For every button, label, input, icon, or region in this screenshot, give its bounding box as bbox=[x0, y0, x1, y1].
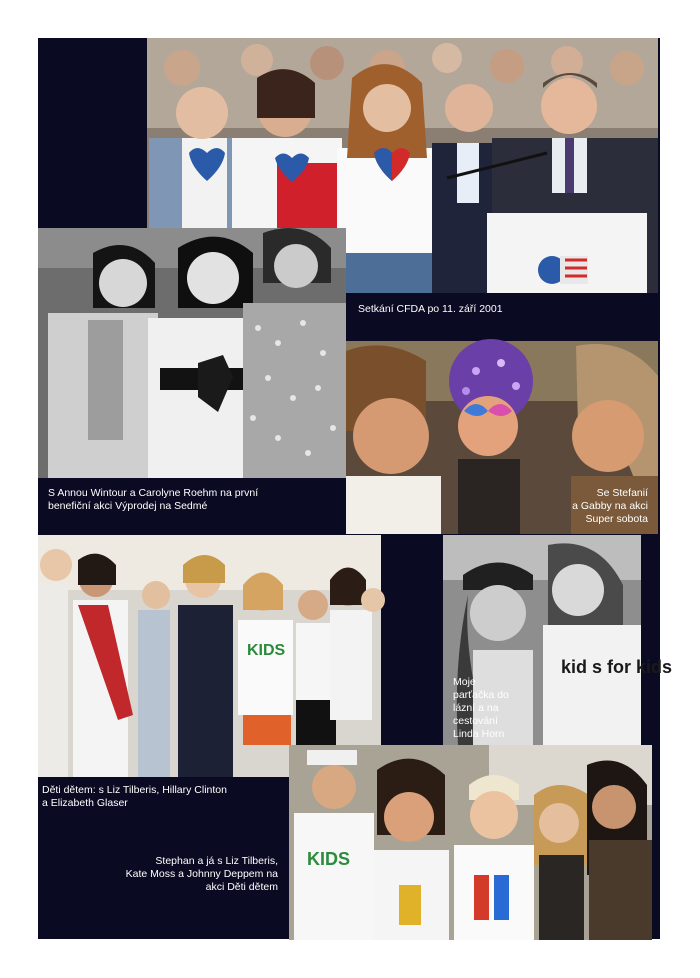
caption-kids-line-1: Děti dětem: s Liz Tilberis, Hillary Clinton bbox=[42, 784, 227, 796]
caption-wintour-line-1: S Annou Wintour a Carolyne Roehm na první bbox=[48, 487, 259, 499]
caption-wintour-roehm bbox=[48, 487, 258, 513]
kids-shirt-print-2: KIDS bbox=[307, 849, 351, 869]
caption-stefanie-gabby bbox=[520, 487, 648, 526]
kid-for-kids-shirt-print: kid s for kids bbox=[561, 657, 673, 677]
photo-kids-for-kids-clinton bbox=[38, 535, 381, 777]
caption-stephan-line-2: Kate Moss a Johnny Deppem na bbox=[125, 868, 278, 880]
caption-stefanie-line-3: Super sobota bbox=[585, 513, 648, 525]
caption-cfda bbox=[358, 303, 503, 316]
caption-linda-line-4: cestování bbox=[453, 715, 498, 727]
kids-shirt-print-1: KIDS bbox=[247, 642, 286, 659]
caption-cfda-line: Setkání CFDA po 11. září 2001 bbox=[358, 303, 503, 315]
caption-stephan-line-1: Stephan a já s Liz Tilberis, bbox=[155, 855, 278, 867]
caption-stephan-line-3: akci Děti dětem bbox=[205, 881, 278, 893]
caption-linda-horn bbox=[453, 676, 509, 741]
caption-stefanie-line-2: a Gabby na akci bbox=[572, 500, 648, 512]
caption-linda-line-1: Moje bbox=[453, 676, 476, 688]
photo-stephan-moss-depp bbox=[289, 745, 652, 940]
caption-kids-for-kids-clinton bbox=[42, 784, 227, 810]
caption-linda-line-3: lázní a na bbox=[453, 702, 499, 714]
caption-wintour-line-2: benefiční akci Výprodej na Sedmé bbox=[48, 500, 208, 512]
caption-stefanie-line-1: Se Stefanií bbox=[596, 487, 648, 499]
photo-wintour-roehm bbox=[38, 228, 346, 478]
caption-kids-line-2: a Elizabeth Glaser bbox=[42, 797, 128, 809]
caption-linda-line-5: Linda Horn bbox=[453, 728, 505, 740]
caption-stephan-moss-depp bbox=[100, 855, 278, 894]
caption-linda-line-2: parťačka do bbox=[453, 689, 509, 701]
